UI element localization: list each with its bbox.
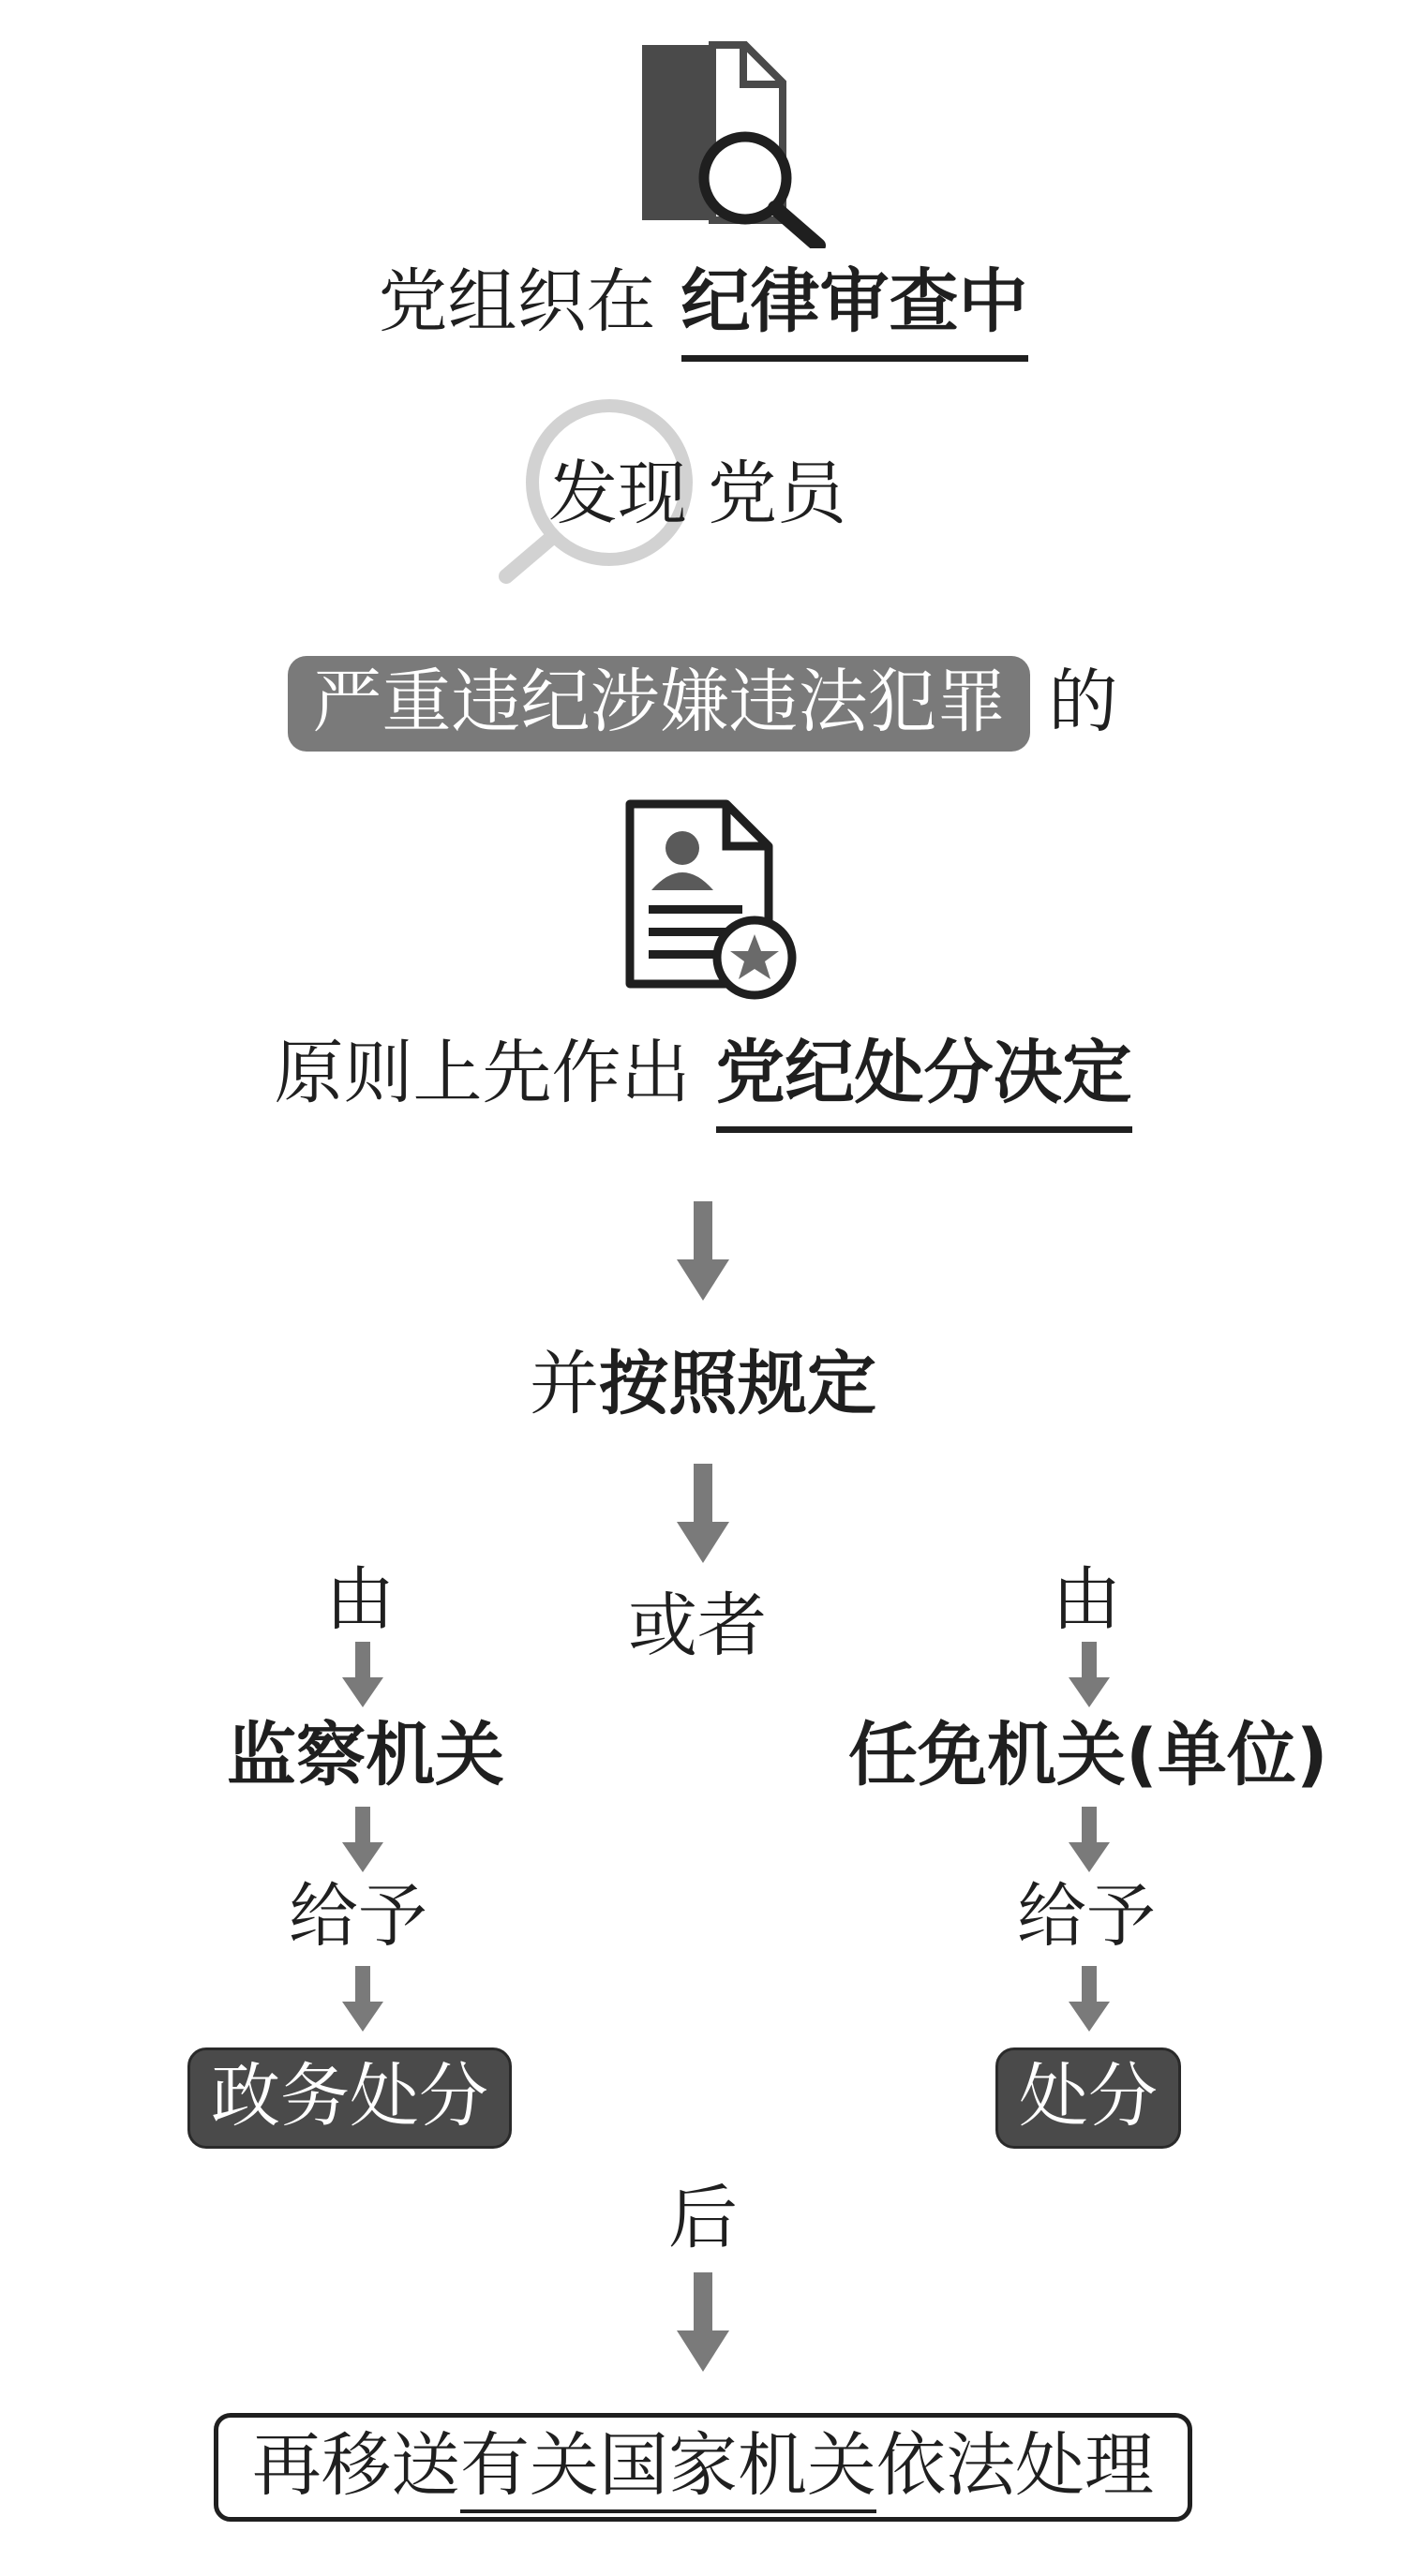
right-by: 由 [1052, 1559, 1121, 1640]
step5-line [0, 1344, 1406, 1424]
step3-line [0, 656, 1406, 752]
left-org: 监察机关 [227, 1715, 504, 1795]
personnel-file-icon [619, 797, 806, 1007]
branch-or: 或者 [628, 1586, 767, 1666]
left-arrow-2 [342, 1807, 383, 1874]
final-line [0, 2413, 1406, 2522]
document-search-icon [633, 37, 839, 248]
step4-highlight: 党纪处分决定 [716, 1033, 1132, 1133]
left-result-badge: 政务处分 [187, 2047, 512, 2149]
right-result-wrap [995, 2047, 1181, 2149]
left-arrow-1 [342, 1642, 383, 1709]
right-arrow-3 [1069, 1966, 1110, 2033]
step1-line [0, 261, 1406, 342]
step4-prefix: 原则上先作出 [274, 1033, 691, 1113]
step4-line [0, 1033, 1406, 1113]
final-pre: 再移送 [252, 2425, 460, 2506]
final-post: 依法处理 [876, 2425, 1154, 2506]
down-arrow-1 [677, 1201, 729, 1304]
left-by: 由 [325, 1559, 395, 1640]
right-arrow-2 [1069, 1807, 1110, 1874]
left-arrow-3 [342, 1966, 383, 2033]
left-result-wrap [187, 2047, 512, 2149]
right-result-badge: 处分 [995, 2047, 1181, 2149]
step5-prefix: 并 [530, 1344, 599, 1424]
step2-member: 党员 [708, 454, 846, 534]
step3-violation-badge: 严重违纪涉嫌违法犯罪 [288, 656, 1030, 752]
right-org: 任免机关(单位) [848, 1715, 1328, 1795]
step2-found: 发现 [548, 454, 687, 534]
right-arrow-1 [1069, 1642, 1110, 1709]
final-box [214, 2413, 1192, 2522]
after-label: 后 [668, 2178, 738, 2258]
left-give: 给予 [289, 1876, 427, 1957]
step1-highlight: 纪律审查中 [681, 261, 1028, 362]
step3-suffix: 的 [1048, 662, 1118, 742]
down-arrow-2 [677, 1464, 729, 1567]
step1-prefix: 党组织在 [378, 261, 656, 342]
step5-highlight: 按照规定 [599, 1344, 876, 1424]
right-give: 给予 [1017, 1876, 1156, 1957]
down-arrow-3 [677, 2272, 729, 2375]
final-highlight: 有关国家机关 [460, 2425, 876, 2513]
